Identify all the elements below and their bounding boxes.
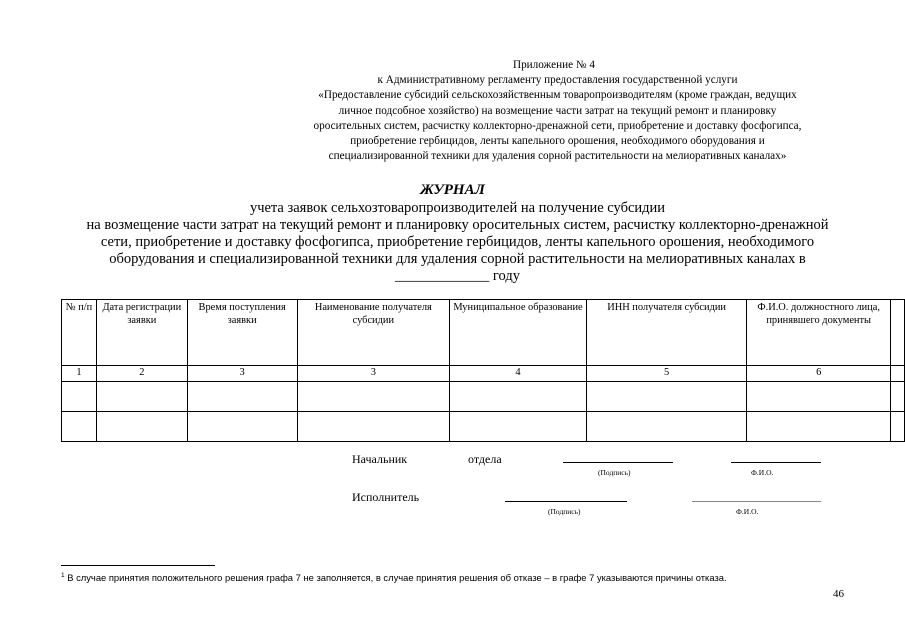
executor-name-caption: Ф.И.О. [736,507,759,516]
executor-signature-line [505,501,627,502]
footnote-text: В случае принятия положительного решения графа 7 не заполняется, в случае принятия решения об отказе – в графе 7 указываются причины отказа. [64,572,727,584]
table-cell [297,381,450,411]
table-cell [450,411,587,441]
table-cell [62,411,97,441]
footnote [61,572,727,583]
table-cell [96,381,187,411]
table-cell [297,411,450,441]
department-label: отдела [468,452,502,466]
column-number: 2 [96,366,187,382]
table-header-cell: Время поступления заявки [187,300,297,366]
table-cell [747,411,891,441]
column-number: 4 [450,366,587,382]
column-number: 3 [187,366,297,382]
head-signature-line [563,462,673,463]
executor-signature-caption: (Подпись) [548,507,581,516]
appendix-line: специализированной техники для удаления сорной растительности на мелиоративных каналах» [328,150,787,163]
table-header-row [62,300,905,366]
appendix-line: приобретение гербицидов, ленты капельного орошения, необходимого оборудования и [350,135,765,148]
table-cell [187,411,297,441]
column-number-cut [891,366,905,382]
appendix-line: к Административному регламенту предоставления государственной услуги [377,74,738,87]
table-cell [891,381,905,411]
head-name-line [731,462,821,463]
subtitle-line: учета заявок сельхозтоваропроизводителей на получение субсидии [249,200,666,216]
table-header-cell: № п/п [62,300,97,366]
table-header-cell: Наименование получателя субсидии [297,300,450,366]
journal-title: ЖУРНАЛ [420,182,485,198]
table-cell [586,411,747,441]
subtitle-line: сети, приобретение и доставку фосфогипса, приобретение гербицидов, ленты капельного орошения, необходимого [100,234,815,250]
page-number: 46 [833,588,844,600]
column-number: 1 [62,366,97,382]
subtitle-line: на возмещение части затрат на текущий ремонт и планировку оросительных систем, расчистку коллекторно-дренажной [86,217,829,233]
table-cell [450,381,587,411]
column-number: 5 [586,366,747,382]
footnote-separator [61,565,215,566]
head-signature-caption: (Подпись) [598,468,631,477]
table-header-cell: Ф.И.О. должностного лица, принявшего документы [747,300,891,366]
appendix-header [265,58,850,164]
column-number: 6 [747,366,891,382]
table-cell [62,381,97,411]
appendix-line: «Предоставление субсидий сельскохозяйственным товаропроизводителям (кроме граждан, ведущих [318,89,797,102]
table-cell [586,381,747,411]
executor-name-line [692,501,821,502]
journal-subtitle [40,200,875,285]
table-cell [891,411,905,441]
table-row [62,381,905,411]
table-number-row [62,366,905,382]
table-cell [96,411,187,441]
column-number: 3 [297,366,450,382]
subtitle-line: _____________ году [395,268,520,284]
table-cell [747,381,891,411]
appendix-line: личное подсобное хозяйство) на возмещение части затрат на текущий ремонт и планировку [338,104,777,117]
table-cell [187,381,297,411]
head-label: Начальник [352,452,408,466]
head-name-caption: Ф.И.О. [751,468,774,477]
table-row [62,411,905,441]
journal-table [61,299,905,442]
executor-label: Исполнитель [352,490,420,504]
table-header-cell: ИНН получателя субсидии [586,300,747,366]
table-header-cell: Дата регистрации заявки [96,300,187,366]
subtitle-line: оборудования и специализированной техники для удаления сорной растительности на мелиоративных каналах в [109,251,806,267]
table-header-cell-cut [891,300,905,366]
table-header-cell: Муниципальное образование [450,300,587,366]
appendix-line: оросительных систем, расчистку коллекторно-дренажной сети, приобретение и доставку фосфогипса, [313,119,802,132]
footnote-marker: 1 [61,572,65,579]
appendix-number: Приложение № 4 [513,59,595,71]
